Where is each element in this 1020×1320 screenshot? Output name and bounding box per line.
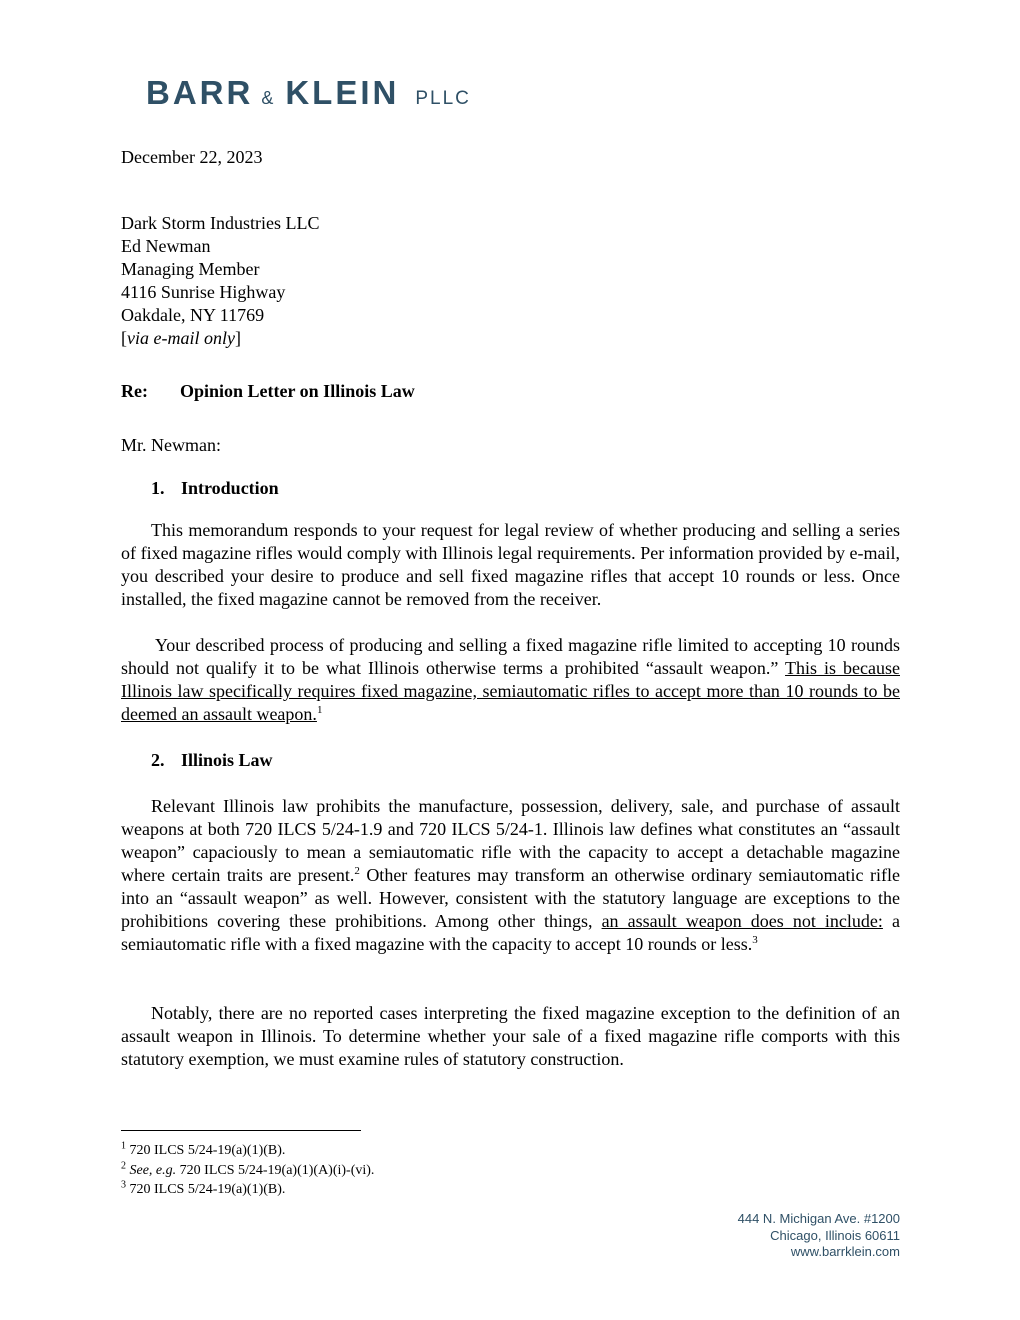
footnote-ref-3: 3: [752, 934, 758, 946]
address-street: 444 N. Michigan Ave. #1200: [737, 1211, 900, 1226]
paragraph-text: Other features may transform an otherwise ordinary semiautomatic rifle into an “assault weapon” as well. However, consistent with the statutory language are exceptions to the prohibitions covering these prohibitions. Among other things,: [121, 865, 900, 931]
footnote-ref-2: 2: [354, 865, 360, 877]
footnote-number: 1: [121, 1140, 126, 1152]
footnote-text: 720 ILCS 5/24-19(a)(1)(A)(i)-(vi).: [176, 1163, 375, 1178]
footnote-number: 2: [121, 1160, 126, 1172]
bracket-open: [: [121, 328, 127, 348]
footnote-number: 3: [121, 1179, 126, 1191]
firm-logo: [146, 74, 471, 114]
section-heading-introduction: [151, 477, 279, 500]
footnote-text: 720 ILCS 5/24-19(a)(1)(B).: [129, 1182, 286, 1197]
paragraph-notably: Notably, there are no reported cases interpreting the fixed magazine exception to the definition of an assault weapon in Illinois. To determine whether your sale of a fixed magazine rifle comports with this statutory exemption, we must examine rules of statutory construction.: [121, 1003, 900, 1069]
paragraph-illinois-law: [121, 795, 900, 956]
section-title: Introduction: [181, 478, 279, 498]
recipient-name: Ed Newman: [121, 236, 211, 256]
section-number: 1.: [151, 478, 165, 498]
section-title: Illinois Law: [181, 750, 273, 770]
website-link[interactable]: www.barrklein.com: [790, 1244, 900, 1259]
paragraph-text: a semiautomatic rifle with a fixed magazine with the capacity to accept 10 rounds or less.: [121, 911, 900, 954]
recipient-title: Managing Member: [121, 259, 260, 279]
underlined-text: This is because Illinois law specifically requires fixed magazine, semiautomatic rifles to accept more than 10 rounds to be deemed an assault weapon.: [121, 658, 900, 724]
recipient-company: Dark Storm Industries LLC: [121, 213, 320, 233]
paragraph-text: Relevant Illinois law prohibits the manufacture, possession, delivery, sale, and purchase of assault weapons at both 720 ILCS 5/24-1.9 and 720 ILCS 5/24-1. Illinois law defines what constitutes an “assault weapon” capaciously to mean a semiautomatic rifle with the capacity to accept a detachable magazine where certain traits are present.: [121, 796, 900, 885]
logo-klein: KLEIN: [285, 74, 400, 111]
underlined-text: an assault weapon does not include:: [601, 911, 883, 931]
section-number: 2.: [151, 750, 165, 770]
salutation: Mr. Newman:: [121, 435, 221, 455]
address-city: Chicago, Illinois 60611: [770, 1227, 900, 1243]
recipient-block: [121, 212, 319, 350]
re-subject: Opinion Letter on Illinois Law: [180, 381, 415, 401]
paragraph-introduction: This memorandum responds to your request for legal review of whether producing and selling a series of fixed magazine rifles would comply with Illinois legal requirements. Per information provided by e-mail, you described your desire to produce and sell fixed magazine rifles that accept 10 rounds or less. Once installed, the fixed magazine cannot be removed from the receiver.: [121, 520, 900, 609]
footnote-separator: [121, 1130, 361, 1131]
recipient-city: Oakdale, NY 11769: [121, 305, 265, 325]
footnote-2: [121, 1162, 374, 1179]
recipient-delivery: [121, 327, 319, 350]
footnote-1: [121, 1142, 285, 1159]
logo-pllc: PLLC: [415, 88, 471, 109]
section-heading-illinois-law: [151, 749, 273, 772]
paragraph-conclusion: [121, 634, 900, 726]
letter-date: December 22, 2023: [121, 147, 263, 167]
delivery-method: via e-mail only: [127, 328, 235, 348]
re-line: [121, 380, 415, 403]
re-label: Re:: [121, 381, 148, 401]
footnote-text: 720 ILCS 5/24-19(a)(1)(B).: [129, 1143, 286, 1158]
recipient-street: 4116 Sunrise Highway: [121, 282, 286, 302]
paragraph-text: Your described process of producing and selling a fixed magazine rifle limited to accepting 10 rounds should not qualify it to be what Illinois otherwise terms a prohibited “assault weapon.”: [121, 635, 900, 678]
bracket-close: ]: [234, 328, 241, 348]
footer-address: [738, 1211, 900, 1261]
footnote-ref-1: 1: [316, 704, 323, 716]
logo-ampersand: &: [261, 88, 274, 108]
logo-barr: BARR: [146, 74, 254, 111]
footnote-3: [121, 1181, 285, 1198]
footnote-signal: See, e.g.: [129, 1163, 177, 1178]
